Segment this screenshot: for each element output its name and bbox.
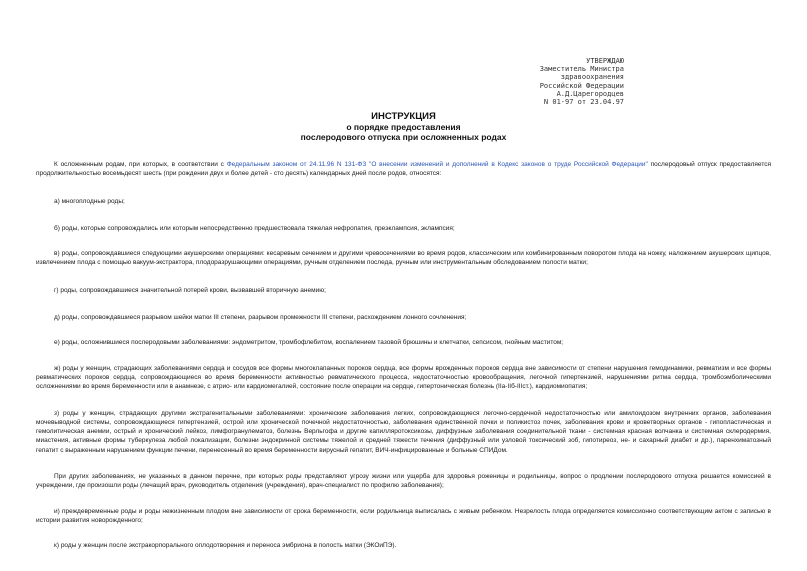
list-item-e: е) роды, осложнившиеся послеродовыми заболеваниями: эндометритом, тромбофлебитом, воспалением тазовой брюшины и клетчатки, сепсисом, гнойным маститом; xyxy=(54,339,564,347)
federal-law-link[interactable]: Федеральным законом от 24.11.96 N 131-ФЗ "О внесении изменений и дополнений в Кодекс законов о труде Российской Федерации" xyxy=(226,161,648,168)
title-line-3: послеродового отпуска при осложненных родах xyxy=(300,132,507,142)
title-main: ИНСТРУКЦИЯ xyxy=(371,111,436,122)
approval-line: Заместитель Министра xyxy=(539,65,624,74)
list-item-b: б) роды, которые сопровождались или которым непосредственно предшествовала тяжелая нефропатия, преэклампсия, эклампсия; xyxy=(54,224,455,232)
intro-text-start: К осложненным родам, при которых, в соответствии с xyxy=(54,161,227,168)
list-item-g: г) роды, сопровождавшиеся значительной потерей крови, вызвавшей вторичную анемию; xyxy=(54,286,326,294)
list-item-v: в) роды, сопровождавшиеся следующими акушерскими операциями: кесаревым сечением и другими чревосечениями во время родов, классическим или комбинированным поворотом плода на ножку, наложением акушерских щипцов, извлечением плода с помощью вакуум-экстрактора, плодоразрушающими операциями, ручным отделением последа, ручным или инструментальным обследованием полости матки; xyxy=(36,250,771,267)
intro-text-end: послеродовый отпуск предоставляется продолжительностью восемьдесят шесть (при рождении двух и более детей - сто десять) календарных дней после родов, относятся: xyxy=(36,161,771,178)
list-item-d: д) роды, сопровождавшиеся разрывом шейки матки III степени, разрывом промежности III степени, расхождением лонного сочленения; xyxy=(54,314,467,322)
list-item-a: а) многоплодные роды; xyxy=(54,197,125,205)
approval-line: Российской Федерации xyxy=(539,81,624,90)
approval-line: здравоохранения xyxy=(560,73,624,82)
other-diseases-paragraph: При других заболеваниях, не указанных в данном перечне, при которых роды представляют угрозу жизни или ущерба для здоровья роженицы и родильницы, вопрос о продлении послеродового отпуска решается комиссией в учреждении, где произошли роды (лечащий врач, руководитель отделения (учреждения), врач-специалист по профилю заболевания); xyxy=(36,473,771,490)
list-item-i: и) преждевременные роды и роды нежизненным плодом вне зависимости от срока беременности, если родильница выписалась с живым ребенком. Незрелость плода определяется комиссионно соответствующим актом с записью в истории развития новорожденного; xyxy=(36,507,771,524)
title-line-2: о порядке предоставления xyxy=(346,122,461,132)
approval-stamp xyxy=(404,57,624,106)
document-body xyxy=(36,160,771,551)
document-title xyxy=(0,111,807,142)
approval-line: УТВЕРЖДАЮ xyxy=(586,57,624,65)
list-item-z: з) роды у женщин, страдающих другими экстрагенитальными заболеваниями: хронические заболевания легких, сопровождающиеся легочно-сердечной недостаточностью или амилоидозом внутренних органов, заболевания мочевыводной системы, сопровождающиеся гипертензией, острой или хронической почечной недостаточностью, заболевания единственной почки и поликистоз почек, заболевания крови и кроветворных органов - гипопластическая и гемолитическая анемии, острый и хронический лейкоз, лимфогранулематоз, болезнь Верльгофа и другие капилляротоксикозы, диффузные заболевания соединительной ткани - системная красная волчанка и системная склеродермия, миастения, активные формы туберкулеза любой локализации, болезни эндокринной системы тяжелой и средней тяжести течения (диффузный или узловой токсический зоб, гипотиреоз, не- и сахарный диабет и др.), паренхиматозный гепатит с выраженным нарушением функции печени, перенесенный во время беременности вирусный гепатит, ВИЧ-инфицированные и больные СПИДом. xyxy=(36,409,771,454)
approval-line: N 01-97 от 23.04.97 xyxy=(543,98,624,107)
approval-line: А.Д.Царегородцев xyxy=(556,89,624,98)
intro-paragraph xyxy=(36,160,771,179)
list-item-zh: ж) роды у женщин, страдающих заболеваниями сердца и сосудов все формы многоклапанных пороков сердца, все формы врожденных пороков сердца вне зависимости от степени нарушения гемодинамики, ревматизм и все формы ревматических пороков сердца, сопровождающиеся во время беременности активностью ревматического процесса, недостаточностью кровообращения, легочной гипертензией, нарушениями ритма сердца, тромбоэмболическими осложнениями во время беременности или в анамнезе, с атрио- или кардиомегалией, состояние после операции на сердце, гипертоническая болезнь (IIa-IIб-IIIст.), кардиомиопатия; xyxy=(36,364,771,391)
list-item-k: к) роды у женщин после экстракорпорального оплодотворения и переноса эмбриона в полость матки (ЭКОиПЭ). xyxy=(54,542,397,550)
